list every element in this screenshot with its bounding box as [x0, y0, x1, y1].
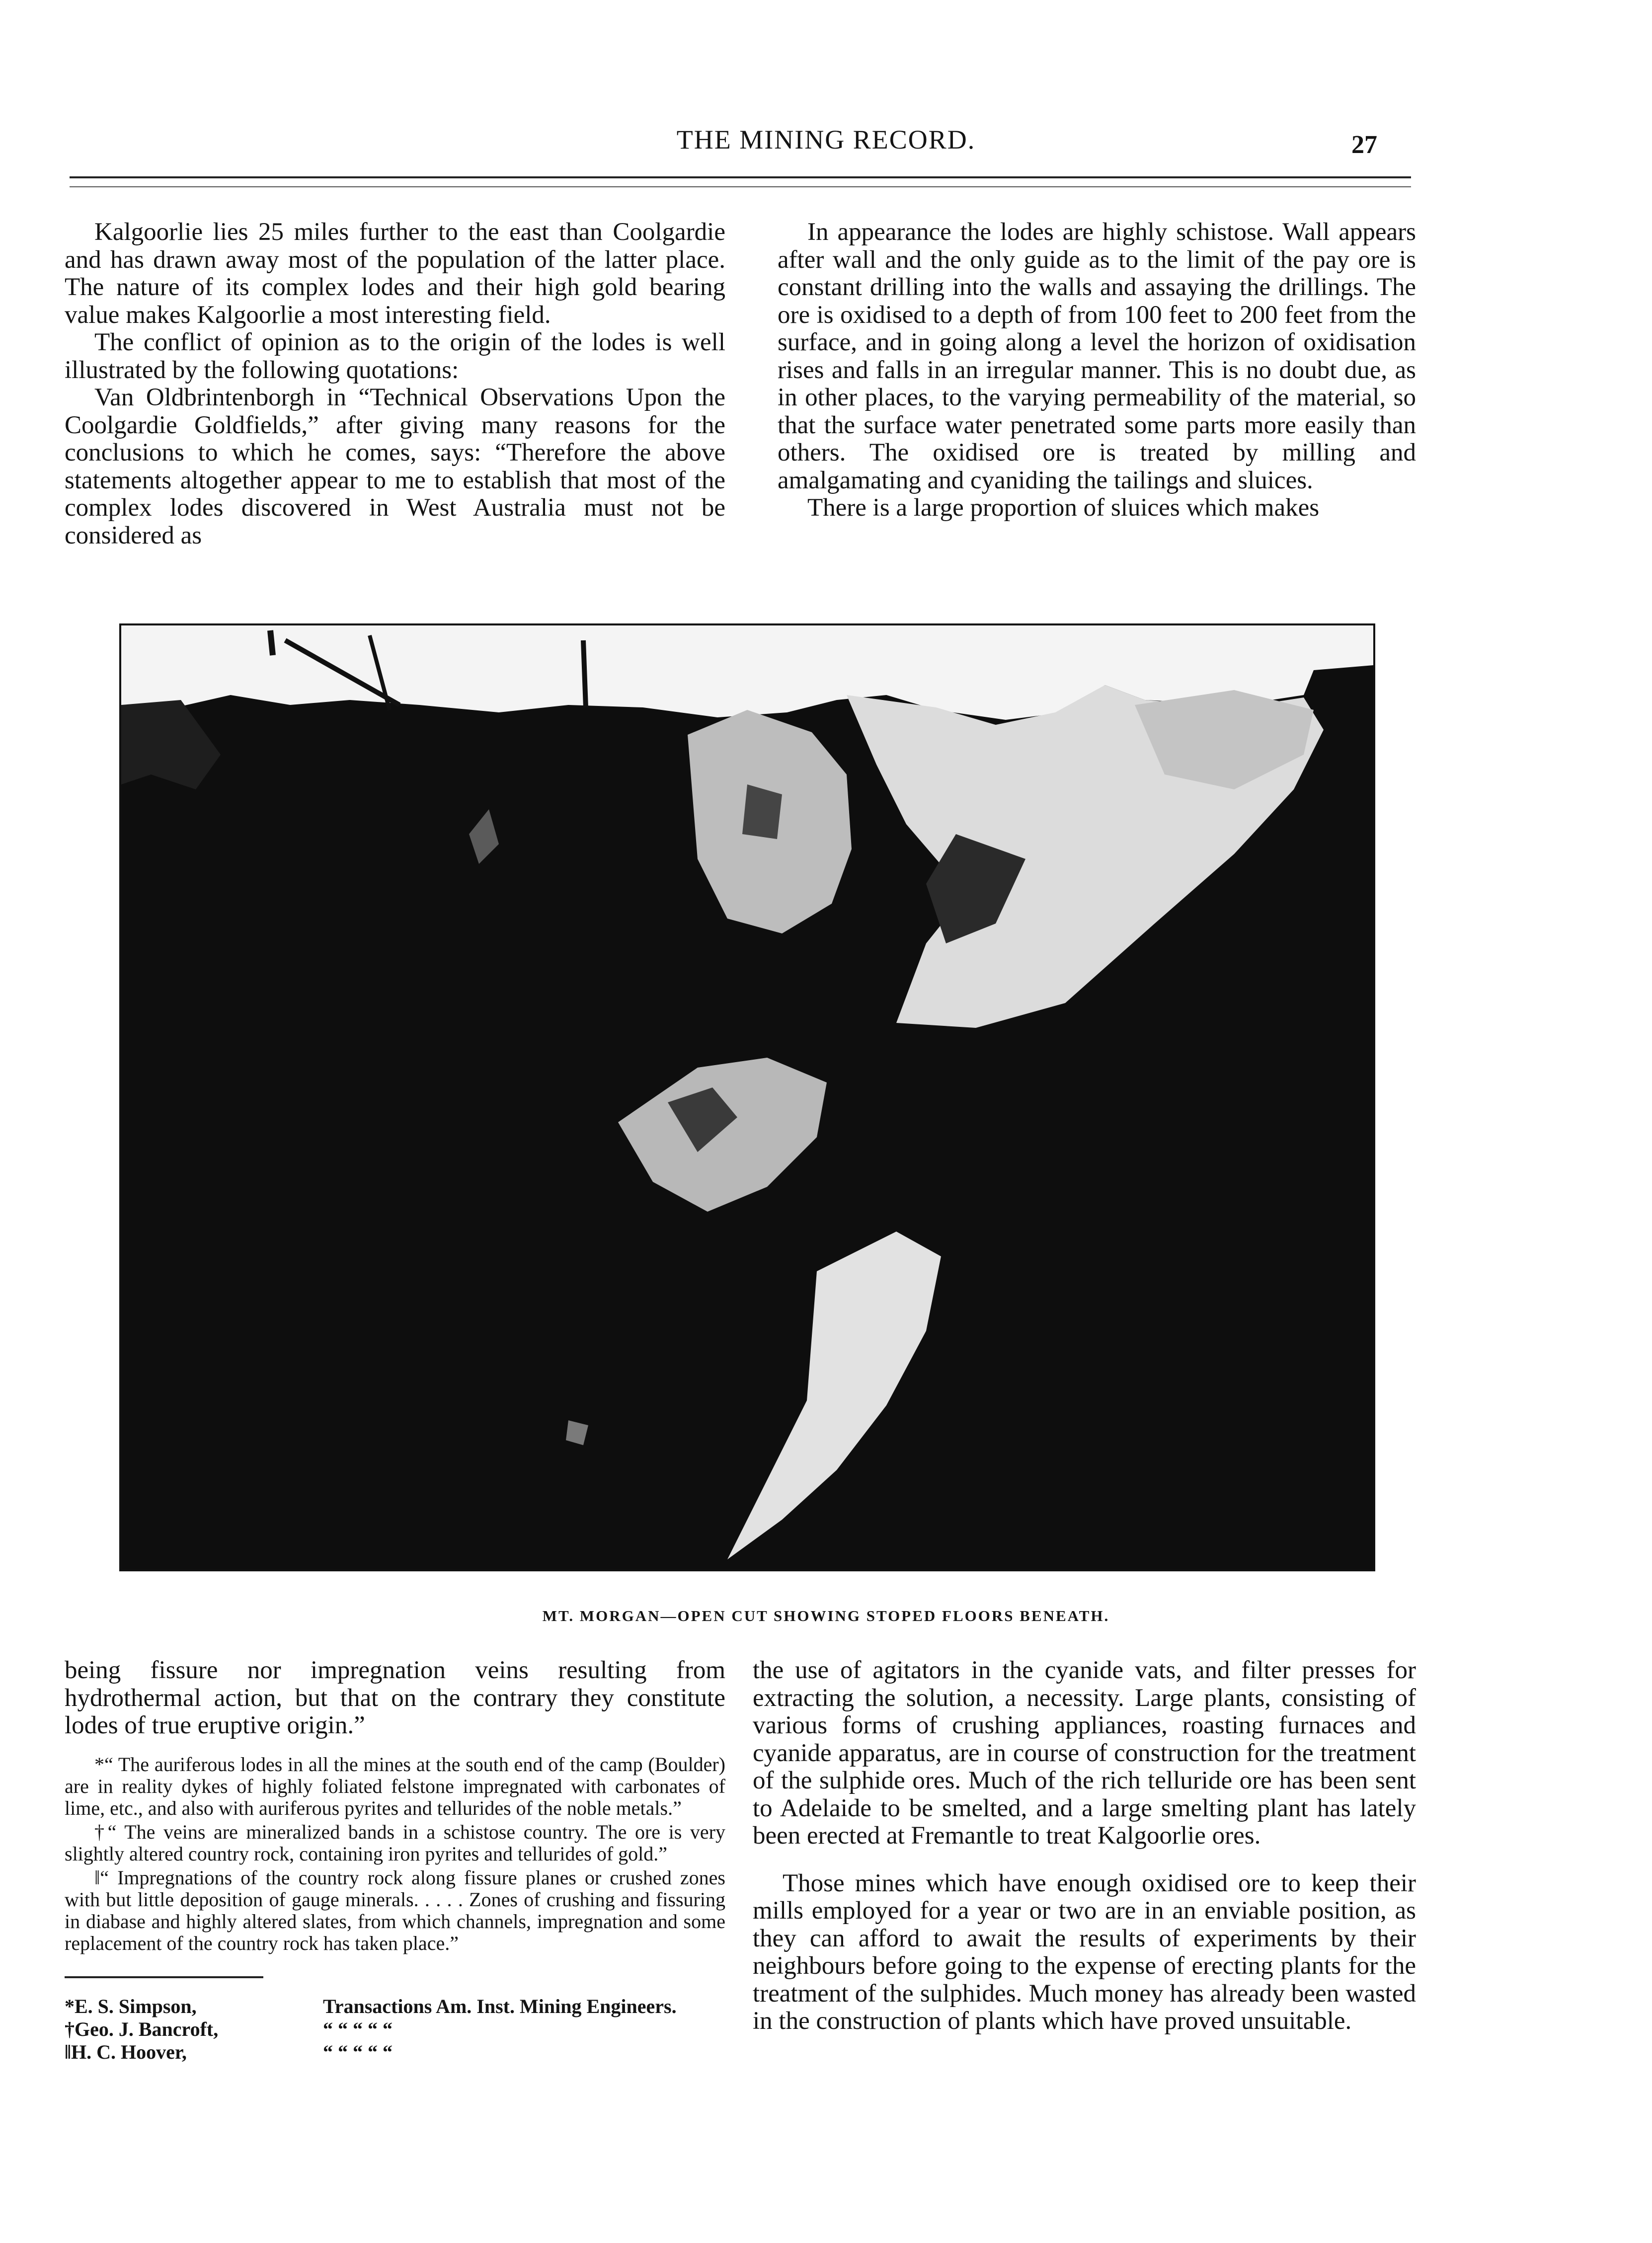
reference-source: “ “ “ “ “: [323, 2017, 393, 2040]
paragraph: In appearance the lodes are highly schistose. Wall appears after wall and the only guide as to the limit of the pay ore is constant drilling into the walls and assaying the drillings. The ore is oxidised to a depth of from 100 feet to 200 feet from the surface, and in going along a level the horizon of oxidisation rises and falls in an irregular manner. This is no doubt due, as in other places, to the varying permeability of the material, so that the surface water penetrated some parts more easily than others. The oxidised ore is treated by milling and amalgamating and cyaniding the tailings and sluices.: [778, 218, 1416, 494]
column-top-left: [65, 219, 725, 549]
paragraph: Those mines which have enough oxidised ore to keep their mills employed for a year or two are in an enviable position, as they can afford to await the results of experiments by their neighbours before going to the expense of erecting plants for the treatment of the sulphides. Much money has already been wasted in the construction of plants which have proved unsuitable.: [753, 1869, 1416, 2035]
header-rule: [70, 176, 1411, 187]
footnote: †“ The veins are mineralized bands in a schistose country. The ore is very slightly altered country rock, containing iron pyrites and tellurides of gold.”: [65, 1820, 725, 1865]
figure-caption: MT. MORGAN—OPEN CUT SHOWING STOPED FLOORS BENEATH.: [542, 1607, 1110, 1624]
mine-photograph: [119, 623, 1375, 1571]
reference-author: ‖H. C. Hoover,: [65, 2040, 187, 2063]
reference-row: [65, 2018, 725, 2041]
reference-row: [65, 1995, 725, 2018]
references: [65, 1995, 725, 2064]
footnote: ‖“ Impregnations of the country rock along fissure planes or crushed zones with but little deposition of gauge minerals. . . . . Zones of crushing and fissuring in diabase and highly altered slates, from which channels, impregnation and some replacement of the country rock has taken place.”: [65, 1866, 725, 1954]
column-bottom-right: [753, 1657, 1416, 2035]
reference-source: Transactions Am. Inst. Mining Engineers.: [323, 1995, 677, 2017]
page-number: 27: [1351, 131, 1377, 159]
page-header: [0, 124, 1652, 169]
reference-author: †Geo. J. Bancroft,: [65, 2017, 219, 2040]
paragraph: Kalgoorlie lies 25 miles further to the east than Coolgardie and has drawn away most of the population of the latter place. The nature of its complex lodes and their high gold bearing value makes Kalgoorlie a most interesting field.: [65, 218, 725, 329]
reference-source: “ “ “ “ “: [323, 2040, 393, 2063]
paragraph: being fissure nor impregnation veins resulting from hydrothermal action, but that on the contrary they constitute lodes of true eruptive origin.”: [65, 1656, 725, 1739]
column-bottom-left: [65, 1657, 725, 2064]
paragraph: Van Oldbrintenborgh in “Technical Observations Upon the Coolgardie Goldfields,” after giving many reasons for the conclusions to which he comes, says: “Therefore the above statements altogether appear to me to establish that most of the complex lodes discovered in West Australia must not be considered as: [65, 384, 725, 549]
column-top-right: [778, 219, 1416, 522]
reference-row: [65, 2041, 725, 2064]
publication-title: THE MINING RECORD.: [676, 125, 976, 155]
paragraph: There is a large proportion of sluices which makes: [807, 494, 1320, 522]
paragraph: the use of agitators in the cyanide vats, and filter presses for extracting the solution, a necessity. Large plants, consisting of various forms of crushing appliances, roasting furnaces and cyanide apparatus, are in course of construction for the treatment of the sulphide ores. Much of the rich telluride ore has been sent to Adelaide to be smelted, and a large smelting plant has lately been erected at Fremantle to treat Kalgoorlie ores.: [753, 1656, 1416, 1850]
paragraph: The conflict of opinion as to the origin of the lodes is well illustrated by the following quotations:: [65, 328, 725, 384]
footnote: *“ The auriferous lodes in all the mines at the south end of the camp (Boulder) are in reality dykes of highly foliated felstone impregnated with carbonates of lime, etc., and also with auriferous pyrites and tellurides of the noble metals.”: [65, 1753, 725, 1819]
footnotes: [65, 1754, 725, 1954]
footnote-rule: [65, 1976, 263, 1978]
reference-author: *E. S. Simpson,: [65, 1995, 197, 2017]
